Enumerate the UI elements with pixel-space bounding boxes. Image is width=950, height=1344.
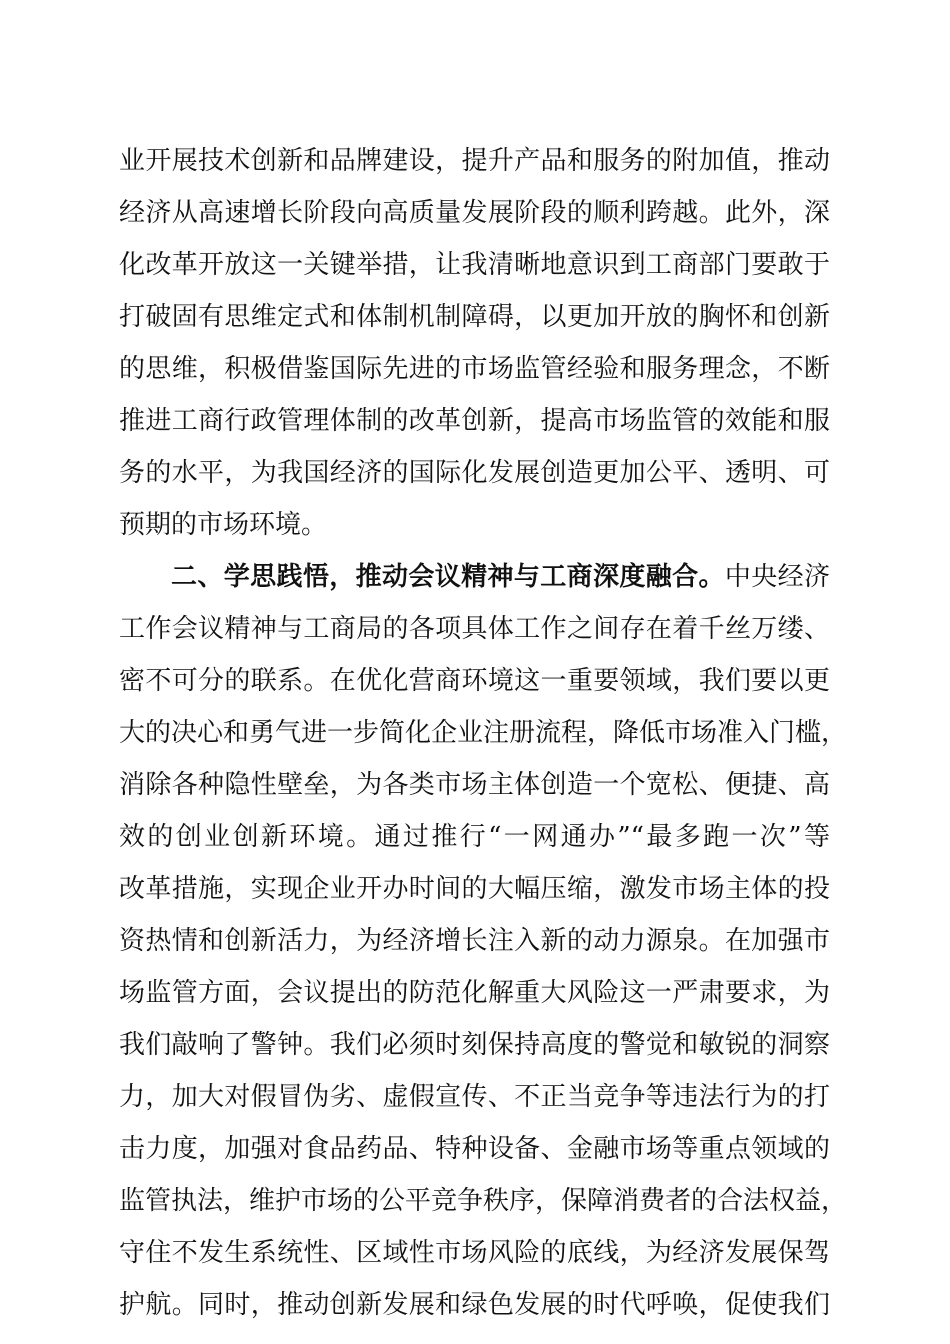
paragraph-line: 资热情和创新活力，为经济增长注入新的动力源泉。在加强市 (119, 926, 830, 956)
heading-line-text: 中央经济 (724, 562, 830, 592)
section-heading: 二、学思践悟，推动会议精神与工商深度融合。 (171, 562, 725, 592)
paragraph-line: 力，加大对假冒伪劣、虚假宣传、不正当竞争等违法行为的打 (119, 1082, 830, 1112)
paragraph-line: 改革措施，实现企业开办时间的大幅压缩，激发市场主体的投 (119, 874, 830, 904)
paragraph-line: 打破固有思维定式和体制机制障碍，以更加开放的胸怀和创新 (119, 302, 830, 332)
paragraph-line: 推进工商行政管理体制的改革创新，提高市场监管的效能和服 (119, 406, 830, 436)
paragraph-line: 我们敲响了警钟。我们必须时刻保持高度的警觉和敏锐的洞察 (119, 1030, 830, 1060)
paragraph-line: 的思维，积极借鉴国际先进的市场监管经验和服务理念，不断 (119, 354, 830, 384)
paragraph-line: 效的创业创新环境。通过推行“一网通办”“最多跑一次”等 (119, 822, 830, 852)
paragraph-line: 大的决心和勇气进一步简化企业注册流程，降低市场准入门槛， (119, 718, 848, 748)
section-heading-line (171, 557, 830, 597)
paragraph-line: 场监管方面，会议提出的防范化解重大风险这一严肃要求，为 (119, 978, 830, 1008)
paragraph-line: 监管执法，维护市场的公平竞争秩序，保障消费者的合法权益， (119, 1186, 848, 1216)
paragraph-line: 经济从高速增长阶段向高质量发展阶段的顺利跨越。此外，深 (119, 198, 830, 228)
paragraph-line: 击力度，加强对食品药品、特种设备、金融市场等重点领域的 (119, 1134, 830, 1164)
paragraph-line: 业开展技术创新和品牌建设，提升产品和服务的附加值，推动 (119, 146, 830, 176)
paragraph-line: 务的水平，为我国经济的国际化发展创造更加公平、透明、可 (119, 458, 830, 488)
paragraph-line: 预期的市场环境。 (119, 510, 328, 540)
paragraph-line: 消除各种隐性壁垒，为各类市场主体创造一个宽松、便捷、高 (119, 770, 830, 800)
paragraph-line: 护航。同时，推动创新发展和绿色发展的时代呼唤，促使我们 (119, 1290, 830, 1320)
paragraph-line: 工作会议精神与工商局的各项具体工作之间存在着千丝万缕、 (119, 614, 830, 644)
paragraph-line: 化改革开放这一关键举措，让我清晰地意识到工商部门要敢于 (119, 250, 830, 280)
paragraph-line: 密不可分的联系。在优化营商环境这一重要领域，我们要以更 (119, 666, 830, 696)
paragraph-line: 守住不发生系统性、区域性市场风险的底线，为经济发展保驾 (119, 1238, 830, 1268)
